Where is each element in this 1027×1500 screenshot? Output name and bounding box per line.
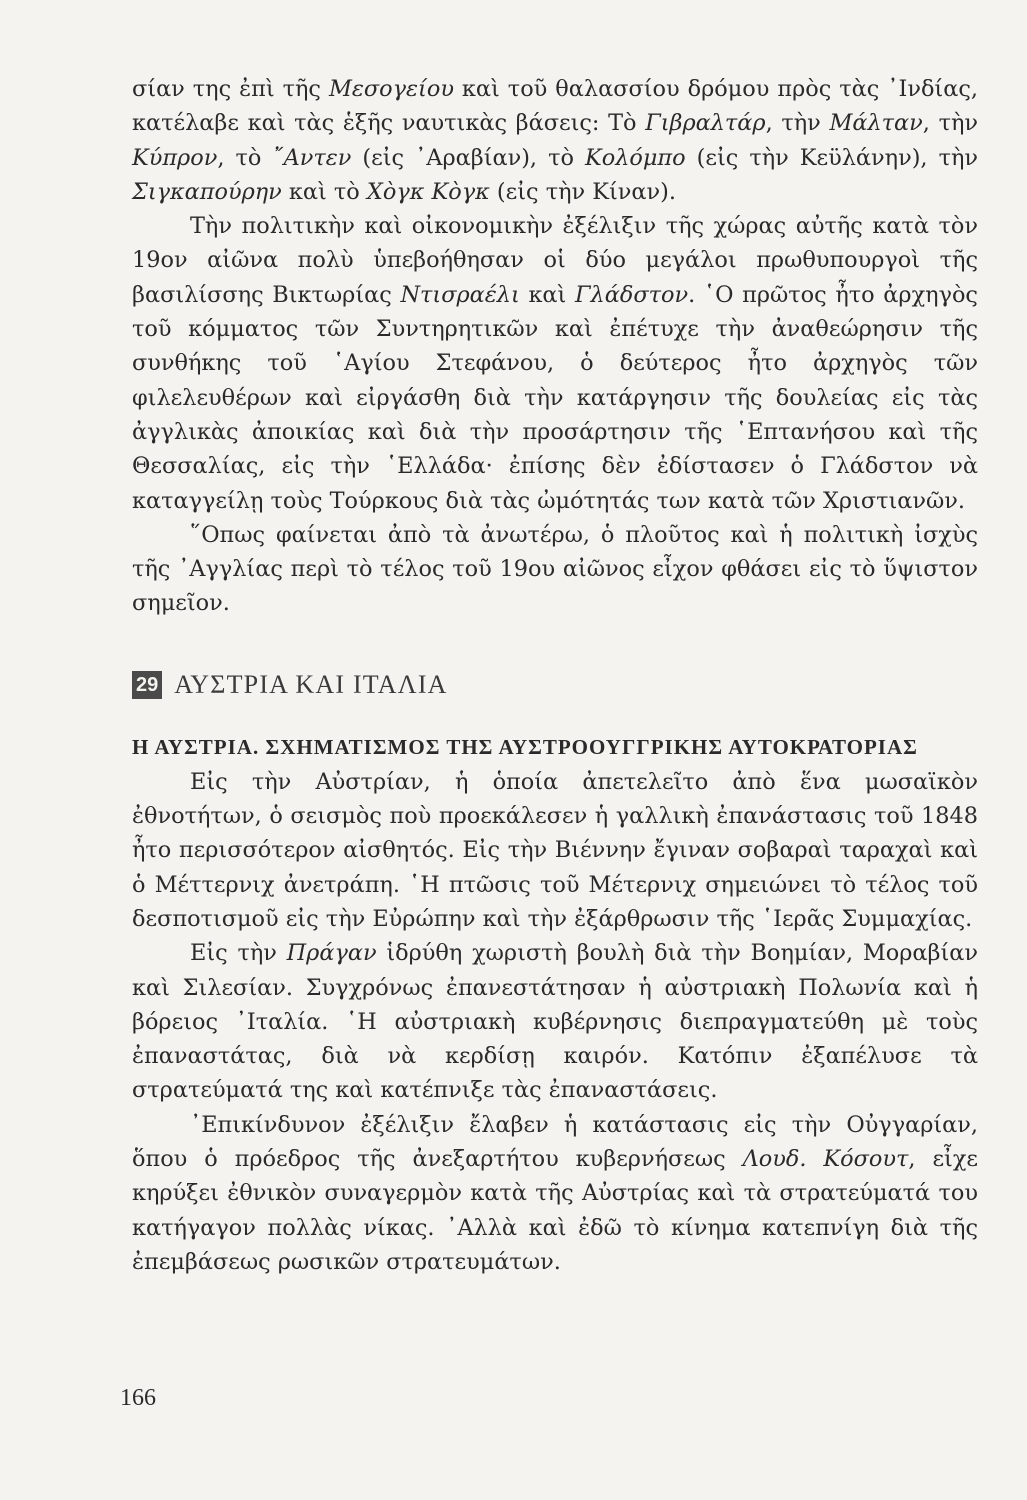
paragraph <box>132 765 978 936</box>
italic-text: ῎Αντεν <box>272 144 352 171</box>
italic-text: Ντισραέλι <box>400 281 520 308</box>
text-run: Εἰς τὴν Αὐστρίαν, ἡ ὁποία ἀπετελεῖτο ἀπὸ ἕνα μωσαϊκὸν ἐθνοτήτων, ὁ σεισμὸς ποὺ προεκάλεσεν ἡ γαλλικὴ ἐπανάστασις τοῦ 1848 ἦτο περισσότερον αἰσθητός. Εἰς τὴν Βιέννην ἔγιναν σοβαραὶ ταραχαὶ καὶ ὁ Μέττερνιχ ἀνετράπη. ῾Η πτῶσις τοῦ Μέτερνιχ σημειώνει τὸ τέλος τοῦ δεσποτισμοῦ εἰς τὴν Εὐρώπην καὶ τὴν ἐξάρθρωσιν τῆς ῾Ιερᾶς Συμμαχίας. <box>132 768 978 932</box>
section-number-badge: 29 <box>132 671 162 699</box>
text-run: (εἰς ᾿Αραβίαν), τὸ <box>351 144 585 171</box>
page-number: 166 <box>120 1385 156 1411</box>
paragraph <box>132 518 978 621</box>
italic-text: Κολόμπο <box>585 144 686 171</box>
text-run: (εἰς τὴν Κεϋλάνην), τὴν <box>685 144 978 171</box>
italic-text: Μάλταν <box>829 110 923 137</box>
text-run: Εἰς τὴν <box>190 940 287 967</box>
italic-text: Μεσογείου <box>328 76 454 102</box>
text-run: Τὴν πολιτικὴν καὶ οἰκονομικὴν ἐξέλιξιν τῆς χώρας αὐτῆς κατὰ τὸν 19ον αἰῶνα πολὺ ὑπεβοήθησαν οἱ δύο μεγάλοι πρωθυπουργοὶ τῆς βασιλίσσης Βικτωρίας <box>132 213 978 308</box>
paragraph <box>132 209 978 518</box>
subheading: Η ΑΥΣΤΡΙΑ. ΣΧΗΜΑΤΙΣΜΟΣ ΤΗΣ ΑΥΣΤΡΟΟΥΓΓΡΙΚΗΣ ΑΥΤΟΚΡΑΤΟΡΙΑΣ <box>132 734 918 759</box>
italic-text: Χὸγκ Κὸγκ <box>366 178 490 205</box>
italic-text: Γιβραλτάρ <box>645 110 766 137</box>
text-run: καὶ <box>519 281 576 308</box>
section-title: ΑΥΣΤΡΙΑ ΚΑΙ ΙΤΑΛΙΑ <box>174 669 448 699</box>
paragraphs-top <box>132 72 978 621</box>
text-run: καὶ τοῦ θαλασσίου δρόμου πρὸς τὰς ᾿Ινδίας, κατέλαβε καὶ τὰς ἑξῆς ναυτικὰς βάσεις: Τὸ <box>132 76 978 137</box>
paragraph <box>132 936 978 1107</box>
text-run: ᾿Επικίνδυνον ἐξέλιξιν ἔλαβεν ἡ κατάστασις εἰς τὴν Οὐγγαρίαν, ὅπου ὁ πρόεδρος τῆς ἀνεξαρτήτου κυβερνήσεως <box>132 1111 978 1173</box>
italic-text: Πράγαν <box>286 940 377 967</box>
italic-text: Κύπρον <box>132 144 218 171</box>
italic-text: Γλάδστον <box>575 281 689 308</box>
text-run: , τὴν <box>765 110 830 137</box>
text-run: , τὴν <box>922 110 978 137</box>
text-run: ἱδρύθη χωριστὴ βουλὴ διὰ τὴν Βοημίαν, Μοραβίαν καὶ Σιλεσίαν. Συγχρόνως ἐπανεστάτησαν ἡ αὐστριακὴ Πολωνία καὶ ἡ βόρειος ᾿Ιταλία. ῾Η αὐστριακὴ κυβέρνησις διεπραγματεύθη μὲ τοὺς ἐπαναστάτας, διὰ νὰ κερδίσῃ καιρόν. Κατόπιν ἐξαπέλυσε τὰ στρατεύματά της καὶ κατέπνιξε τὰς ἐπαναστάσεις. <box>132 940 978 1104</box>
text-run: σίαν της ἐπὶ τῆς <box>132 76 329 102</box>
italic-text: Λουδ. Κόσουτ <box>742 1146 909 1173</box>
paragraph <box>132 72 978 209</box>
text-run: καὶ τὸ <box>281 178 367 205</box>
section-heading <box>132 665 978 705</box>
text-run: . ῾Ο πρῶτος ἦτο ἀρχηγὸς τοῦ κόμματος τῶν Συντηρητικῶν καὶ ἐπέτυχε τὴν ἀναθεώρησιν τῆς συνθήκης τοῦ ῾Αγίου Στεφάνου, ὁ δεύτερος ἦτο ἀρχηγὸς τῶν φιλελευθέρων καὶ εἰργάσθη διὰ τὴν κατάργησιν τῆς δουλείας εἰς τὰς ἀγγλικὰς ἀποικίας καὶ διὰ τὴν προσάρτησιν τῆς ῾Επτανήσου καὶ τῆς Θεσσαλίας, εἰς τὴν ῾Ελλάδα· ἐπίσης δὲν ἐδίστασεν ὁ Γλάδστον νὰ καταγγείλῃ τοὺς Τούρκους διὰ τὰς ὠμότητάς των κατὰ τῶν Χριστιανῶν. <box>132 281 978 514</box>
text-run: ῞Οπως φαίνεται ἀπὸ τὰ ἀνωτέρω, ὁ πλοῦτος καὶ ἡ πολιτικὴ ἰσχὺς τῆς ᾿Αγγλίας περὶ τὸ τέλος τοῦ 19ου αἰῶνος εἶχον φθάσει εἰς τὸ ὕψιστον σημεῖον. <box>132 521 978 617</box>
paragraph <box>132 1108 978 1279</box>
page-body <box>132 72 978 1279</box>
text-run: , εἶχε κηρύξει ἐθνικὸν συναγερμὸν κατὰ τῆς Αὐστρίας καὶ τὰ στρατεύματά του κατήγαγον πολλὰς νίκας. ᾿Αλλὰ καὶ ἐδῶ τὸ κίνημα κατεπνίγη διὰ τῆς ἐπεμβάσεως ρωσικῶν στρατευμάτων. <box>132 1146 978 1275</box>
text-run: (εἰς τὴν Κίναν). <box>489 178 676 205</box>
paragraphs-bottom <box>132 765 978 1279</box>
text-run: , τὸ <box>217 144 273 171</box>
italic-text: Σιγκαπούρην <box>132 178 282 205</box>
